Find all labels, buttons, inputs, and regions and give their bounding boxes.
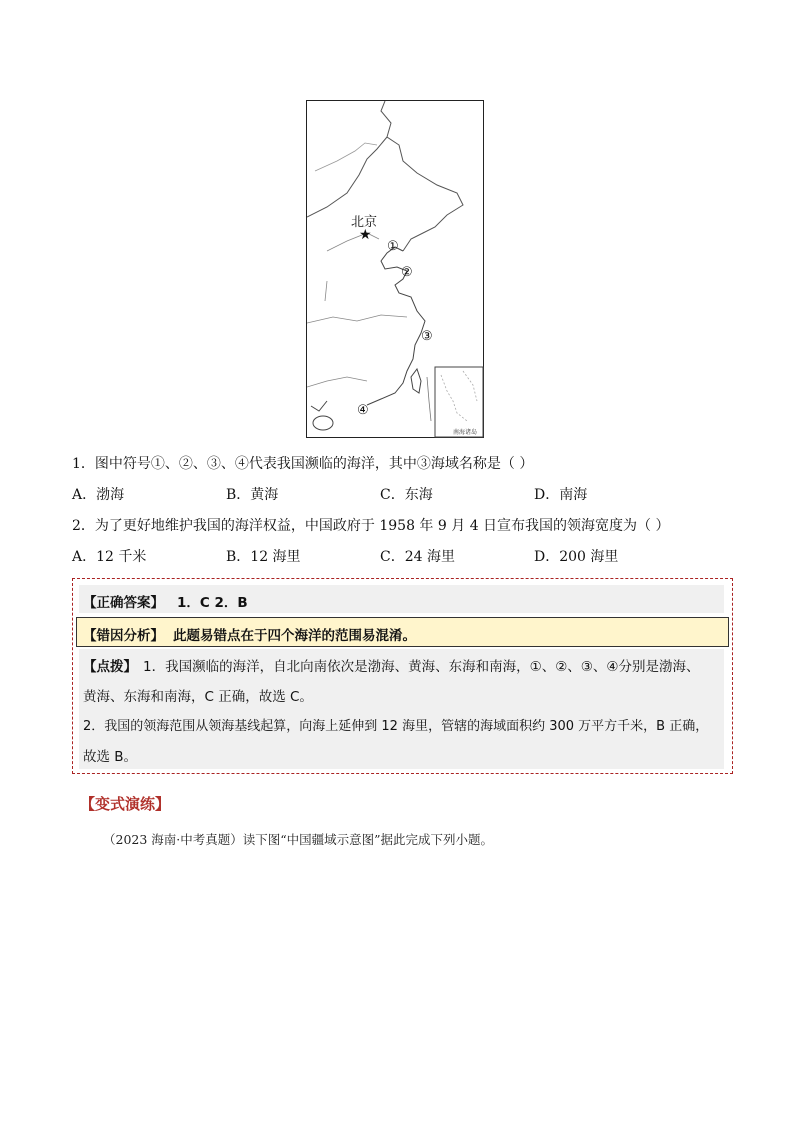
question-1-option-c: C．东海 bbox=[380, 487, 433, 503]
beijing-label: 北京 bbox=[351, 215, 378, 230]
section-title: 【变式演练】 bbox=[80, 795, 171, 813]
map-drawing bbox=[307, 101, 485, 439]
inset-label: 南海诸岛 bbox=[453, 429, 478, 436]
question-2-option-d: D．200 海里 bbox=[534, 549, 619, 565]
question-1-option-b: B．黄海 bbox=[226, 487, 279, 503]
question-2-option-c: C．24 海里 bbox=[380, 549, 455, 565]
error-analysis-tag: 【错因分析】 bbox=[83, 628, 164, 644]
marker-3: ③ bbox=[421, 329, 433, 344]
marker-1: ① bbox=[387, 239, 399, 254]
china-east-coast-map bbox=[306, 100, 484, 438]
tip-line-1: 1．我国濒临的海洋，自北向南依次是渤海、黄海、东海和南海，①、②、③、④分别是渤海、 bbox=[143, 659, 700, 675]
correct-answer-value: 1．C 2．B bbox=[177, 595, 248, 611]
section-intro: （2023 海南·中考真题）读下图“中国疆域示意图”据此完成下列小题。 bbox=[103, 832, 494, 847]
tip-line-2: 黄海、东海和南海，C 正确，故选 C。 bbox=[83, 689, 313, 705]
question-1-option-d: D．南海 bbox=[534, 487, 588, 503]
tip-tag: 【点拨】 bbox=[83, 659, 137, 675]
beijing-star-icon: ★ bbox=[359, 227, 372, 243]
marker-4: ④ bbox=[357, 403, 369, 418]
error-analysis-row bbox=[76, 617, 729, 647]
tip-line-3: 2．我国的领海范围从领海基线起算，向海上延伸到 12 海里，管辖的海域面积约 300 万平方千米，B 正确， bbox=[83, 719, 709, 734]
tip-row bbox=[79, 649, 724, 769]
marker-2: ② bbox=[401, 265, 413, 280]
correct-answer-tag: 【正确答案】 bbox=[83, 595, 164, 611]
tip-line-4: 故选 B。 bbox=[83, 749, 138, 765]
question-2-option-b: B．12 海里 bbox=[226, 549, 301, 565]
correct-answer-row bbox=[79, 585, 724, 613]
question-2-option-a: A．12 千米 bbox=[72, 549, 147, 565]
question-1-stem: 1．图中符号①、②、③、④代表我国濒临的海洋，其中③海域名称是（ ） bbox=[72, 456, 534, 472]
question-1-option-a: A．渤海 bbox=[72, 487, 125, 503]
question-2-stem: 2．为了更好地维护我国的海洋权益，中国政府于 1958 年 9 月 4 日宣布我国的领海宽度为（ ） bbox=[72, 518, 670, 534]
error-analysis-text: 此题易错点在于四个海洋的范围易混淆。 bbox=[173, 628, 416, 644]
answer-analysis-box bbox=[72, 578, 733, 774]
